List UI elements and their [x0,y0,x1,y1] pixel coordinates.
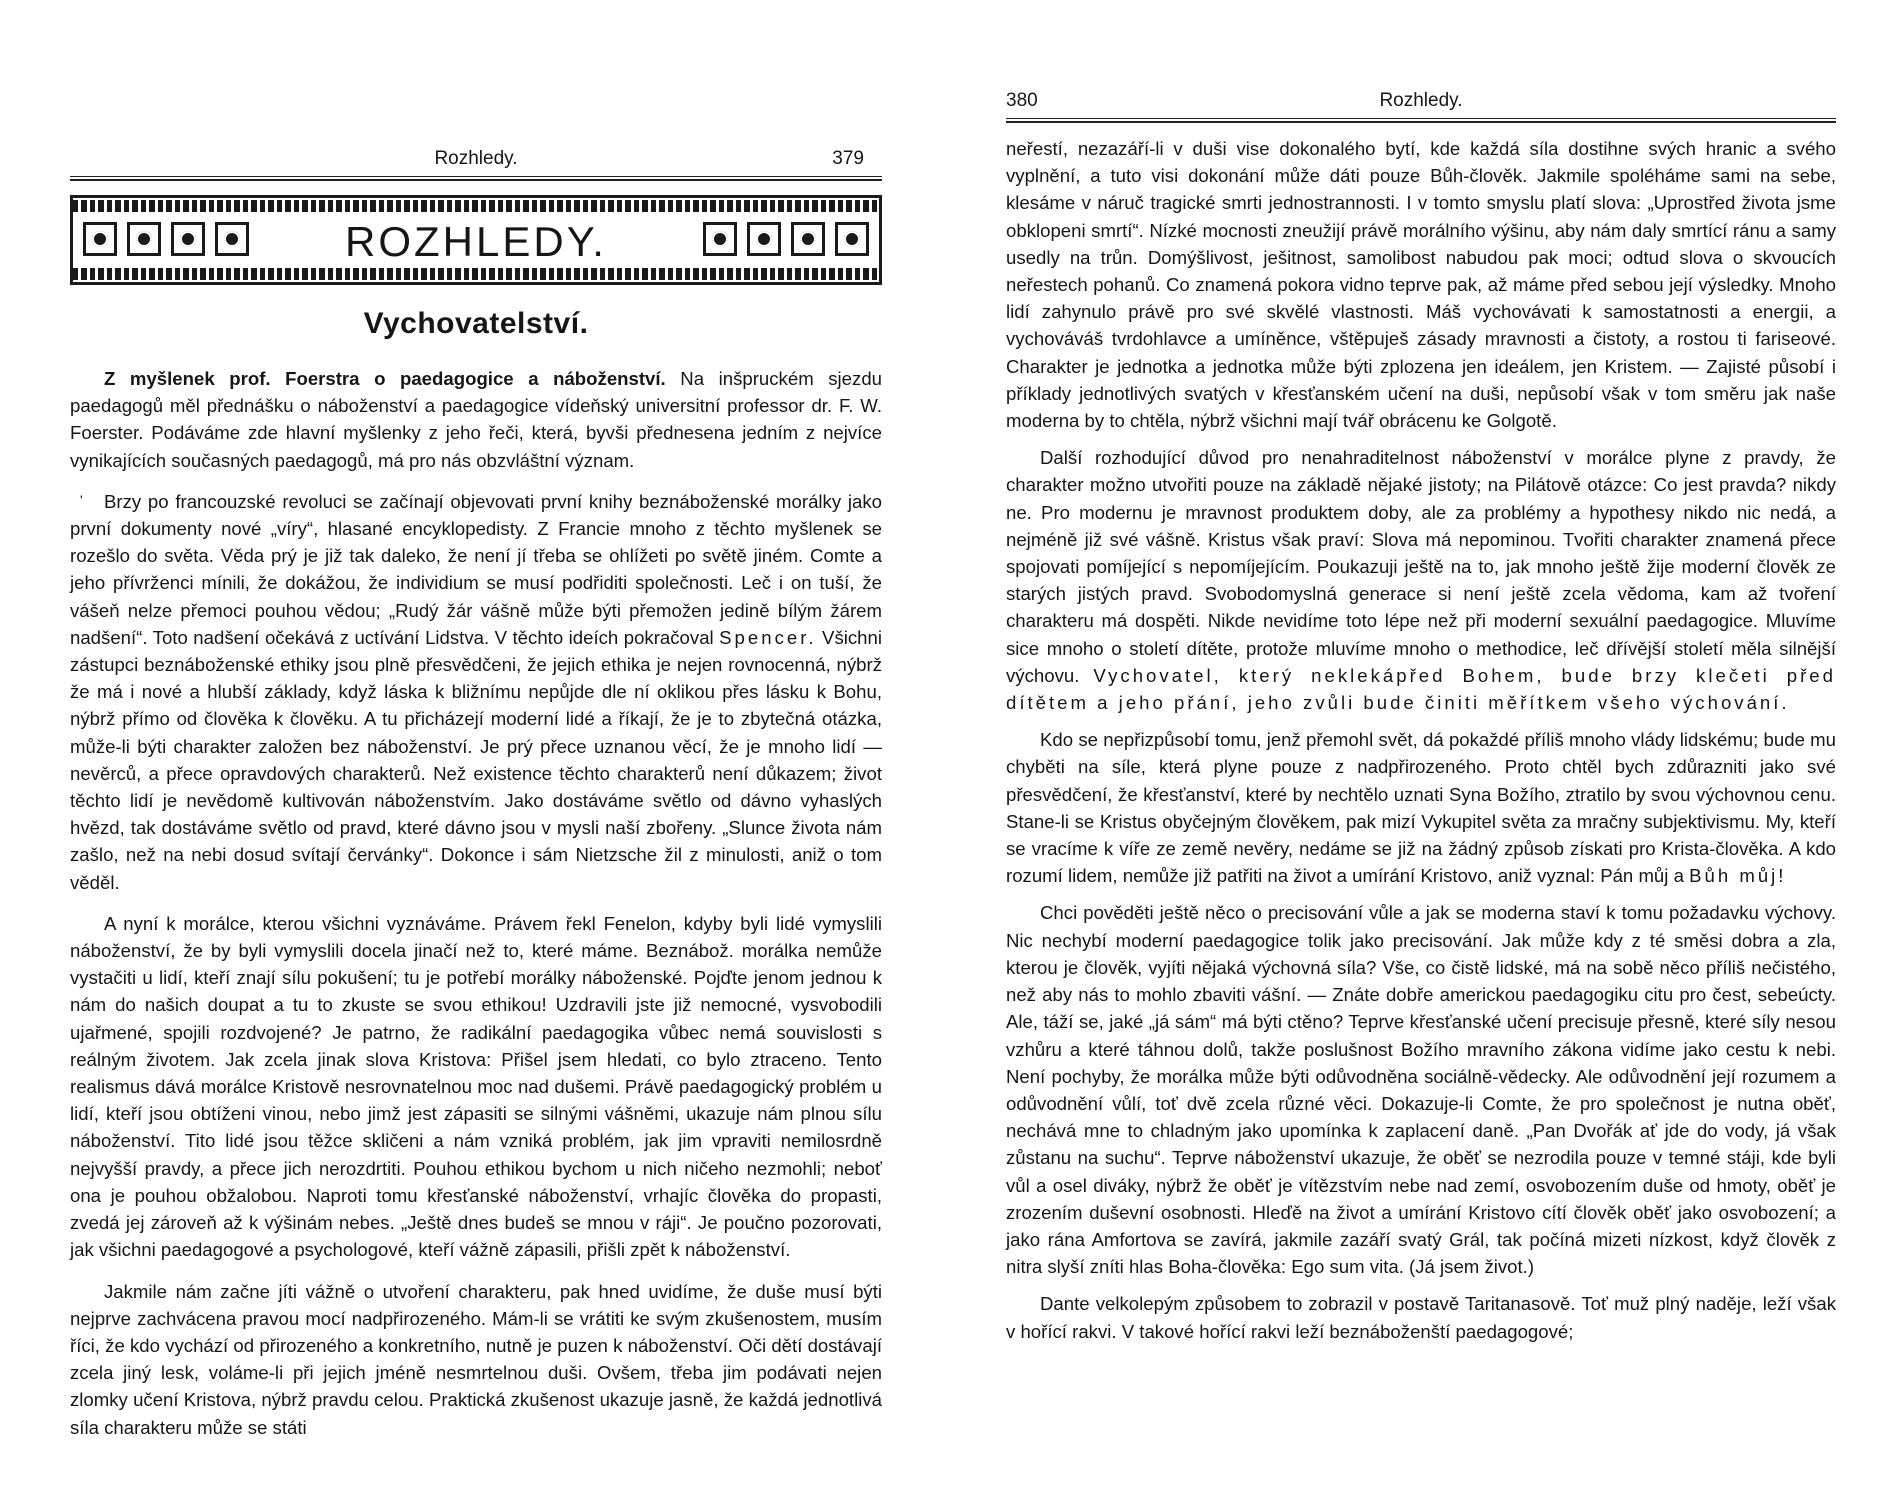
right-page [1006,90,1836,1345]
paragraph [70,365,882,474]
ornamental-banner [70,195,882,285]
banner-title: ROZHLEDY. [345,218,607,265]
ornament-icon [703,222,737,256]
paragraph-text: Na inšpruckém sjezdu paedagogů měl přednášku o náboženství a paedagogice vídeňský universitní professor dr. F. W. Foerster. Podáváme zde hlavní myšlenky z jeho řeči, která, byvši přednesena jedním z nejvíce vynikajících současných paedagogů, má pro nás obzvláštní význam. [70,368,882,471]
left-page [70,148,882,1441]
ornament-squares-right [703,222,869,256]
spaced-text: Bůh můj! [1689,865,1787,887]
header-rule [70,176,882,181]
ornament-icon [835,222,869,256]
paragraph-lead: Z myšlenek prof. Foerstra o paedagogice a náboženství. [104,368,666,389]
paragraph: A nyní k morálce, kterou všichni vyznáváme. Právem řekl Fenelon, kdyby byli lidé vymyslili náboženství, že by byli vymyslili docela jinačí než to, které máme. Beznábož. morálka nemůže vystačiti u lidí, kteří znají sílu pokušení; tu je potřebí morálky náboženské. Pojďte jenom jednou k nám do našich doupat a tu to zkuste se svou ethikou! Uzdravili jste již nemocné, vysvobodili ujařmené, spojili rozdvojené? Je patrno, že radikální paedagogika vůbec nemá souvislosti s reálným životem. Jak zcela jinak slova Kristova: Přišel jsem hledati, co bylo ztraceno. Tento realismus dává morálce Kristově nesrovnatelnou moc nad dušemi. Právě paedagogický problém u lidí, kteří jsou obtíženi vinou, nebo jimž jest zápasiti se silnými vášněmi, ukazuje nám plnou sílu náboženství. Tito lidé jsou těžce skličeni a nám vzniká problém, jak jim vpraviti nemilosrdně nejvyšší pravdy, a přece jich nerozdrtiti. Pouhou ethikou bychom u nich ničeho nezmohli; neboť ona je pouhou obžalobou. Naproti tomu křesťanské náboženství, vrhajíc člověka do propasti, zvedá jej zároveň až k výšinám nebes. „Ještě dnes budeš se mnou v ráji“. Je poučno pozorovati, jak všichni paedagogové a psychologové, kteří vážně zápasili, přišli zpět k náboženství. [70,912,882,1261]
running-head-title: Rozhledy. [434,148,518,169]
paragraph-text: Další rozhodující důvod pro nenahraditelnost náboženství v morálce plyne z pravdy, že charakter možno utvořiti pouze na základě nějaké jistoty; na Pilátově otázce: Co jest pravda? nikdy ne. Pro modernu je mravnost produktem doby, ale za problémy a hypothesy nikdo nic nedá, a nejméně již své vášně. Kristus však praví: Slova má nepominou. Tvořiti charakter znamená přece spojovati pomíjející s nepomíjejícím. Poukazuji ještě na to, jak mnoho ještě žije moderní člověk ze starých jistých pravd. Svobodomyslná generace si není ještě zcela vědoma, kam až tvoření charakteru má dospěti. Nikde nevidíme toto lépe než při moderní sexuální paedagogice. Mluvíme sice mnoho o století dítěte, protože mluvíme mnoho o methodice, leč dřívější století měla silnější výchovu. [1006,447,1836,686]
stray-mark: ' [80,492,83,508]
paragraph: Jakmile nám začne jíti vážně o utvoření charakteru, pak hned uvidíme, že duše musí býti nejprve zachvácena pravou mocí nadpřirozeného. Mám-li se vrátiti ke svým zkušenostem, musím říci, že kdo vychází od přirozeného a konkretního, nutně je puzen k náboženství. Oči dětí dostávají zcela jiný lesk, voláme-li při jejich jméně nesmrtelnou duši. Ovšem, třeba jim podávati nejen zlomky učení Kristova, nýbrž pravdu celou. Praktická zkušenost ukazuje jasně, že každá jednotlivá síla charakteru může se státi [70,1280,882,1438]
running-head [1006,90,1836,116]
page-number: 380 [1006,90,1038,111]
spaced-name: Spencer. [719,626,817,648]
spaced-text: Vychovatel, který neklekápřed Bohem, bude brzy klečeti před dítětem a jeho přání, jeho zvůli bude činiti měřítkem všeho výchování. [1006,664,1836,714]
paragraph-text: Kdo se nepřizpůsobí tomu, jenž přemohl svět, dá pokaždé příliš mnoho vlády lidskému; bude mu chyběti na síle, která plyne pouze z nadpřirozeného. Proto chtěl bych zdůrazniti jako své přesvědčení, že křesťanství, které by nechtělo uznati Syna Božího, ztratilo by svou výchovnou cenu. Stane-li se Kristus obyčejným člověkem, pak mizí Vykupitel světa za mračny subjektivismu. My, kteří se vracíme k víře ze země nevěry, nedáme se již na žádný způsob získati pro Krista-člověka. A kdo rozumí lidem, nemůže již patřiti na život a umírání Kristovo, aniž vyznal: Pán můj a [1006,729,1836,887]
paragraph [70,488,882,896]
paragraph [1006,726,1836,889]
running-head-title: Rozhledy. [1379,90,1463,111]
page-number: 379 [832,148,864,169]
running-head [70,148,882,174]
header-rule [1006,118,1836,123]
paragraph: Chci pověděti ještě něco o precisování vůle a jak se moderna staví k tomu požadavku výchovy. Nic nechybí moderní paedagogice tolik jako precisování. Jak může kdy z té směsi dobra a zla, kterou je člověk, vyjíti nějaká výchovná síla? Vše, co čistě lidské, má na sobě něco příliš nečistého, než aby nás to mohlo zbaviti vášní. — Znáte dobře americkou paedagogiku citu pro čest, sebeúcty. Ale, táží se, jaké „já sám“ má býti ctěno? Teprve křesťanské učení precisuje přesně, které síly nesou vzhůru a které táhnou dolů, takže poslušnost Božího mravního zákona vidíme jako cestu k nebi. Není pochyby, že morálka může býti odůvodněna sociálně-vědecky. Ale odůvodnění její rozumem a odůvodnění vůlí, toť dvě zcela různé věci. Dokazuje-li Comte, že pro společnost je nutna oběť, nechává mne to chladným jako upomínka k zaplacení daně. „Pan Dvořák ať jde do vody, já však zůstanu na suchu“. Teprve náboženství ukazuje, že oběť se nezrodila pouze v temné stáji, kde byli vůl a osel diváky, nýbrž že oběť je vítězstvím nebe nad zemí, osvobozením duše od hmoty, oběť je zrozením duševní osobnosti. Hleďě na život a umírání Kristovo cítí člověk oběť jako osvobození; a jako rána Amfortova se zavírá, jakmile zazáří svatý Grál, tak počíná mizeti nízkost, když člověk z nitra slyší zníti hlas Boha-člověka: Ego sum vita. (Já jsem život.) [1006,902,1836,1278]
ornament-icon [791,222,825,256]
paragraph: Dante velkolepým způsobem to zobrazil v postavě Taritanasově. Toť muž plný naděje, leží však v hořící rakvi. V takové hořící rakvi leží beznáboženští paedagogové; [1006,1293,1836,1342]
paragraph: neřestí, nezazáří-li v duši vise dokonalého bytí, kde každá síla dostihne svých hranic a svého vyplnění, a tuto visi dokonání může dáti pouze Bůh-člověk. Jakmile spoléháme sami na sebe, klesáme v náruč tragické smrti jednostrannosti. I v tomto smyslu platí slova: „Uprostřed života jsme obklopeni smrtí“. Nízké mocnosti zneužijí právě morálního výšinu, aby nám daly smrtící ránu a samy usedly na trůn. Domýšlivost, ješitnost, samolibost nabudou pak moci; odtud slova o skvoucích neřestech pohanů. Co znamená pokora vidno teprve pak, až máme před sebou její výsledky. Mnoho lidí zahynulo právě pro své skvělé vlastnosti. Máš vychovávati k samostatnosti a energii, a vychováváš tvrdohlavce a umíněnce, vštěpuješ zásady mravnosti a čistoty, a rostou ti fariseové. Charakter je jednotka a jednotka může býti zplozena jen ideálem, jen Kristem. — Zajisté působí i příklady jednotlivých svatých v křesťanském učení na duši, nepůsobí však v tom směru jak naše moderna by to chtěla, nýbrž všichni mají tvář obrácenu ke Golgotě. [1006,138,1836,432]
section-title: Vychovatelství. [363,307,589,340]
paragraph-text: Všichni zástupci beznáboženské ethiky jsou plně přesvědčeni, že jejich ethika je nejen rovnocenná, nýbrž že má i nové a hlubší základy, když láska k bližnímu nepůjde dle ní oklikou přes lásku k Bohu, nýbrž přímo od člověka k člověku. A tu přicházejí moderní lidé a říkají, že je to zbytečná otázka, může-li býti charakter založen bez náboženství. Je prý přece uznanou věcí, že je mnoho lidí — nevěrců, a přece opravdových charakterů. Než existence těchto charakterů není důkazem; život těchto lidí je nevědomě kultivován náboženstvím. Jako dostáváme světlo od dávno vyhaslých hvězd, tak dostáváme světlo od pravd, které dávno jsou v mysli naší zbořeny. „Slunce života nám zašlo, než na nebi dosud svítají červánky“. Dokonce i sám Nietzsche žil z minulosti, aniž o tom věděl. [70,626,882,893]
paragraph [1006,444,1836,716]
ornament-border-top [73,200,879,212]
ornament-border-bottom [73,268,879,280]
ornament-icon [747,222,781,256]
paragraph-text: Brzy po francouzské revoluci se začínají objevovati první knihy beznáboženské morálky jako první dokumenty nové „víry“, hlasané encyklopedisty. Z Francie mnoho z těchto myšlenek se rozešlo do světa. Věda prý je již tak daleko, že není jí třeba se ohlížeti po světě jiném. Comte a jeho přívrženci mínili, že dokážou, že individium se musí podřiditi společnosti. Leč i on tuší, že vášeň nelze přemoci pouhou vědou; „Rudý žár vášně může býti přemožen jedině bílým žárem nadšení“. Toto nadšení očekává z uctívání Lidstva. V těchto ideích pokračoval [70,490,882,648]
